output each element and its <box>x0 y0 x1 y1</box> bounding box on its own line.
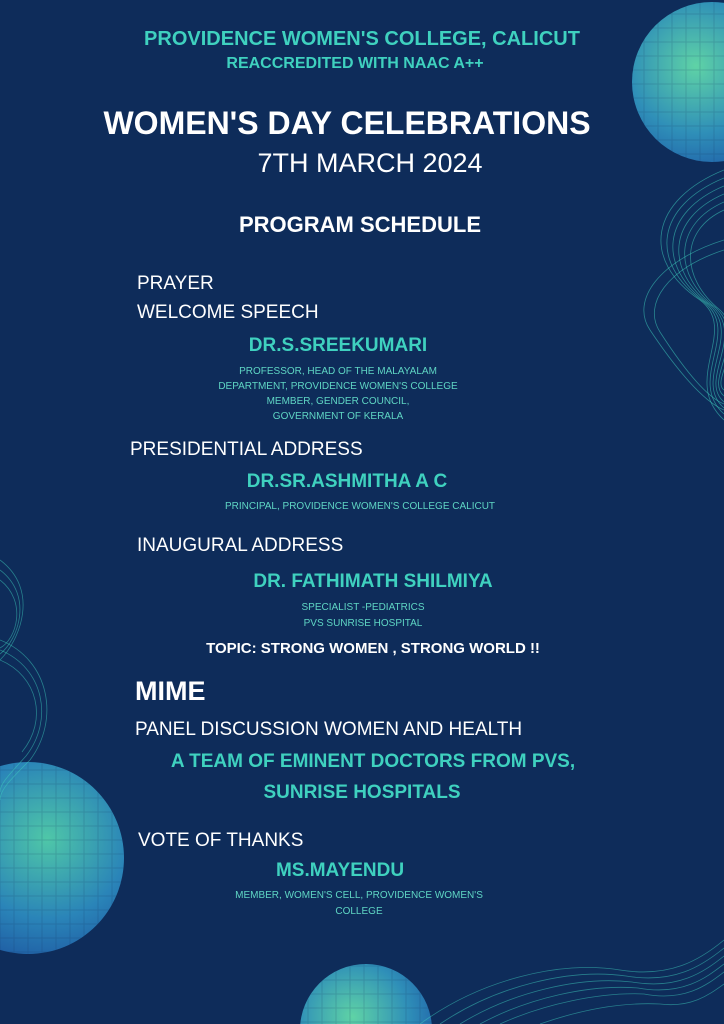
welcome-detail-3: MEMBER, GENDER COUNCIL, <box>266 396 410 407</box>
welcome-detail-2: DEPARTMENT, PROVIDENCE WOMEN'S COLLEGE <box>218 381 458 392</box>
item-welcome-speech: WELCOME SPEECH <box>137 302 319 323</box>
accreditation: REACCREDITED WITH NAAC A++ <box>226 55 484 72</box>
item-prayer: PRAYER <box>137 273 214 294</box>
event-date: 7TH MARCH 2024 <box>257 148 483 178</box>
thanks-speaker: MS.MAYENDU <box>275 860 405 881</box>
inaugural-speaker: DR. FATHIMATH SHILMIYA <box>253 571 493 592</box>
schedule-heading: PROGRAM SCHEDULE <box>238 212 481 237</box>
welcome-speaker: DR.S.SREEKUMARI <box>248 335 428 356</box>
thanks-detail-2: COLLEGE <box>335 906 383 917</box>
welcome-detail-4: GOVERNMENT OF KERALA <box>272 411 404 422</box>
wave-mesh-bottom-right <box>420 940 724 1024</box>
event-title: WOMEN'S DAY CELEBRATIONS <box>103 105 591 141</box>
item-panel-discussion: PANEL DISCUSSION WOMEN AND HEALTH <box>135 719 523 740</box>
panel-team-line-2: SUNRISE HOSPITALS <box>263 782 461 803</box>
inaugural-detail-2: PVS SUNRISE HOSPITAL <box>303 618 423 629</box>
presidential-speaker: DR.SR.ASHMITHA A C <box>246 471 448 492</box>
thanks-detail-1: MEMBER, WOMEN'S CELL, PROVIDENCE WOMEN'S <box>235 890 483 901</box>
panel-team-line-1: A TEAM OF EMINENT DOCTORS FROM PVS, <box>170 751 576 772</box>
item-inaugural-address: INAUGURAL ADDRESS <box>137 535 344 556</box>
item-mime: MIME <box>135 676 206 706</box>
welcome-detail-1: PROFESSOR, HEAD OF THE MALAYALAM <box>239 366 437 377</box>
presidential-detail: PRINCIPAL, PROVIDENCE WOMEN'S COLLEGE CALICUT <box>224 501 496 512</box>
inaugural-topic: TOPIC: STRONG WOMEN , STRONG WORLD !! <box>206 640 540 657</box>
item-presidential-address: PRESIDENTIAL ADDRESS <box>130 439 363 460</box>
item-vote-of-thanks: VOTE OF THANKS <box>138 830 304 851</box>
inaugural-detail-1: SPECIALIST -PEDIATRICS <box>301 602 425 613</box>
college-name: PROVIDENCE WOMEN'S COLLEGE, CALICUT <box>144 28 580 50</box>
sphere-bottom-center <box>300 964 432 1024</box>
